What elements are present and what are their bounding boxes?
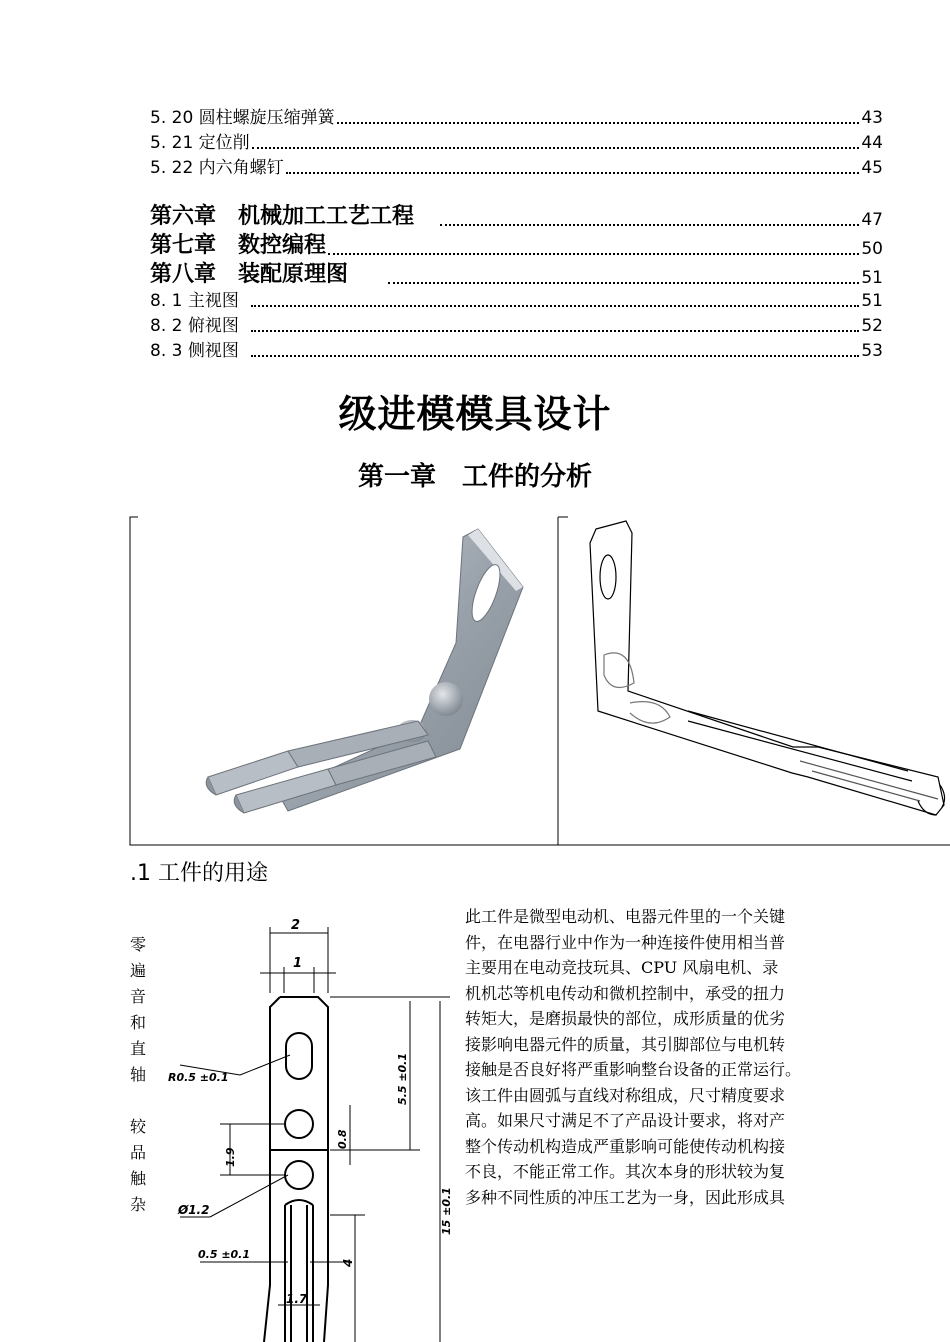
toc-page: 45 <box>861 158 883 178</box>
margin-char: 音 <box>130 987 147 1006</box>
toc-page: 52 <box>861 316 883 336</box>
document-title: 级进模模具设计 <box>338 392 612 436</box>
toc-leader <box>328 253 859 255</box>
dim-label: 4 <box>341 1258 355 1267</box>
toc-entry[interactable] <box>150 129 883 153</box>
toc-leader <box>440 224 859 226</box>
dim-label: 1.7 <box>286 1292 308 1306</box>
margin-char: 遍 <box>130 961 147 980</box>
toc-label: 第六章 机械加工工艺工程 <box>150 204 415 229</box>
toc-label: 8. 3 侧视图 <box>150 341 239 361</box>
toc-entry[interactable] <box>150 260 883 288</box>
toc-label: 第八章 装配原理图 <box>150 262 349 287</box>
dim-label: 1 <box>293 956 303 971</box>
toc-page: 51 <box>861 291 883 311</box>
toc-leader <box>337 122 860 124</box>
margin-char <box>130 1088 152 1114</box>
body-line: 件，在电器行业中作为一种连接件使用相当普 <box>465 932 786 952</box>
toc-page: 53 <box>861 341 883 361</box>
body-line: 此工件是微型电动机、电器元件里的一个关键 <box>465 907 786 926</box>
dim-label: Ø1.2 <box>178 1203 210 1217</box>
margin-char: 较 <box>130 1117 147 1136</box>
part-3d-shaded <box>206 529 523 813</box>
margin-char: 直 <box>130 1039 147 1058</box>
part-outline <box>264 997 328 1342</box>
toc-entry[interactable] <box>150 287 883 311</box>
toc-entry[interactable] <box>150 202 883 230</box>
margin-char: 和 <box>130 1013 147 1032</box>
toc-label: 5. 21 定位削 <box>150 133 250 153</box>
dim-label: R0.5 ±0.1 <box>168 1071 229 1084</box>
dim-label: 5.5 ±0.1 <box>396 1052 409 1105</box>
dim-label: 0.8 <box>336 1129 349 1149</box>
toc-page: 51 <box>861 268 883 288</box>
toc-leader <box>286 172 860 174</box>
toc-label: 8. 1 主视图 <box>150 291 239 311</box>
toc-entry[interactable] <box>150 337 883 361</box>
dim-label: 0.5 ±0.1 <box>198 1248 251 1261</box>
toc-label: 5. 20 圆柱螺旋压缩弹簧 <box>150 108 335 128</box>
dim-label: 15 ±0.1 <box>440 1187 453 1235</box>
toc-entry[interactable] <box>150 231 883 259</box>
toc-entry[interactable] <box>150 154 883 178</box>
margin-char: 轴 <box>130 1065 147 1084</box>
toc-leader <box>251 330 860 332</box>
body-line: 接影响电器元件的质量，其引脚部位与电机转 <box>465 1034 786 1054</box>
toc-label: 5. 22 内六角螺钉 <box>150 158 284 178</box>
body-line: 机机芯等机电传动和微机控制中，承受的扭力 <box>465 983 786 1003</box>
toc-page: 44 <box>861 133 883 153</box>
body-line: 转矩大，是磨损最快的部位，成形质量的优劣 <box>465 1009 786 1028</box>
chapter-heading: 第一章 工件的分析 <box>357 462 592 492</box>
dimension-drawing <box>160 905 460 1342</box>
body-line: 高。如果尺寸满足不了产品设计要求，将对产 <box>465 1111 786 1130</box>
dim-label: 2 <box>291 918 301 933</box>
body-line: 多种不同性质的冲压工艺为一身，因此形成具 <box>465 1187 786 1207</box>
body-line: 整个传动机构造成严重影响可能使传动机构接 <box>465 1136 786 1156</box>
toc-leader <box>388 282 859 284</box>
body-line: 不良，不能正常工作。其次本身的形状较为复 <box>465 1162 786 1181</box>
toc-page: 50 <box>861 239 883 259</box>
toc-page: 43 <box>861 108 883 128</box>
body-paragraph <box>465 904 865 1210</box>
part-line-drawing <box>590 521 945 815</box>
toc-entry[interactable] <box>150 312 883 336</box>
body-line: 主要用在电动竞技玩具、CPU 风扇电机、录 <box>465 958 779 977</box>
section-heading: .1 工件的用途 <box>130 861 268 886</box>
part-figure <box>128 515 950 847</box>
margin-char: 杂 <box>130 1195 147 1214</box>
margin-char: 触 <box>130 1169 147 1188</box>
toc-leader <box>251 355 860 357</box>
toc-label: 第七章 数控编程 <box>150 233 327 258</box>
margin-char: 零 <box>130 935 147 954</box>
toc-entry[interactable] <box>150 104 883 128</box>
body-line: 该工件由圆弧与直线对称组成，尺寸精度要求 <box>465 1085 786 1105</box>
toc-leader <box>252 147 860 149</box>
body-line: 接触是否良好将严重影响整台设备的正常运行。 <box>465 1060 802 1079</box>
dim-label: 1.9 <box>224 1147 237 1167</box>
toc-leader <box>251 305 860 307</box>
margin-characters <box>130 932 152 1218</box>
dimension-lines <box>180 927 450 1342</box>
margin-char: 品 <box>130 1143 147 1162</box>
toc-page: 47 <box>861 210 883 230</box>
toc-label: 8. 2 俯视图 <box>150 316 239 336</box>
